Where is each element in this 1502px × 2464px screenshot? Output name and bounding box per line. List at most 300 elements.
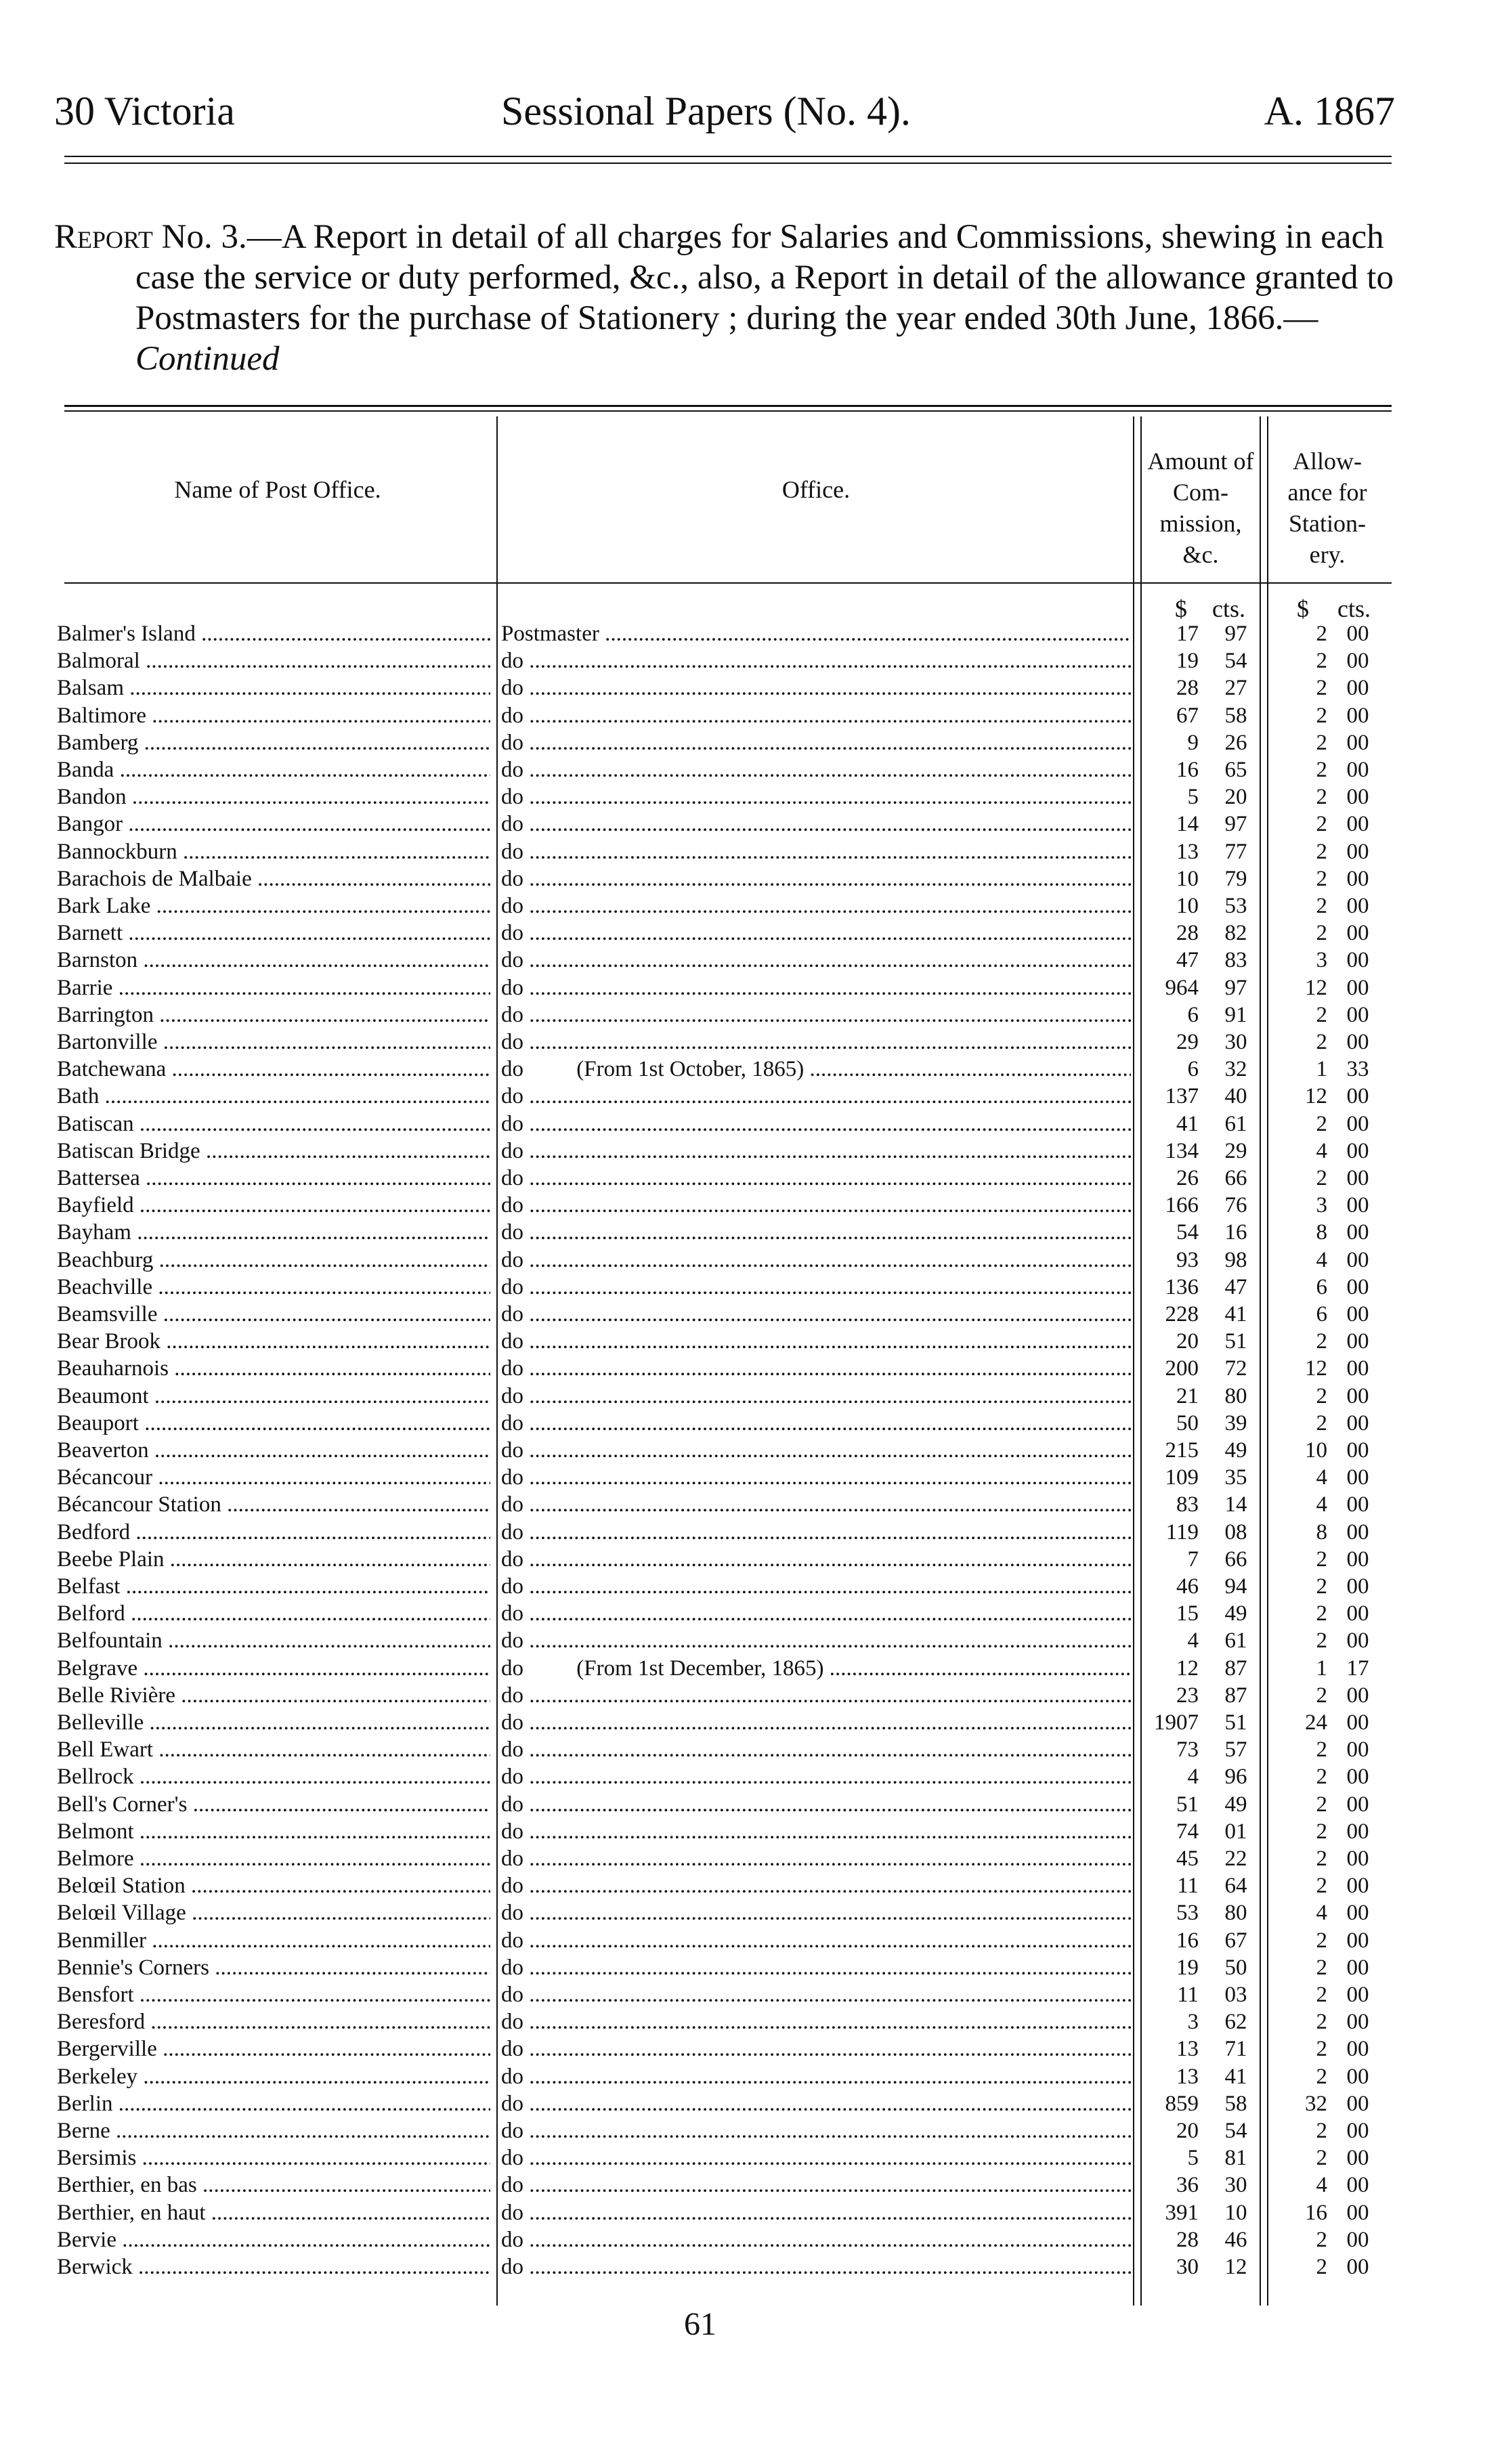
amount-dollars: 20	[1176, 1329, 1199, 1354]
post-office-name: Batiscan Bridge .....	[57, 1139, 490, 1164]
allowance-cents: 00	[1346, 1683, 1369, 1708]
office-title: do	[501, 1166, 523, 1190]
allowance-cents: 00	[1346, 1901, 1369, 1926]
table-row	[0, 1302, 1502, 1329]
post-office-name: Bath .....	[57, 1084, 490, 1109]
office-title: do	[501, 2146, 523, 2171]
office-cell	[501, 758, 1131, 783]
office-cell	[501, 2173, 1131, 2198]
post-office-name: Berthier, en bas .....	[57, 2173, 490, 2198]
amount-cents: 40	[1224, 1084, 1247, 1109]
amount-cents: 41	[1224, 1302, 1247, 1326]
allowance-cents: 00	[1346, 839, 1369, 864]
allowance-cents: 17	[1346, 1656, 1369, 1681]
allowance-cents: 00	[1346, 758, 1369, 782]
table-row	[0, 758, 1502, 785]
allowance-dollars: 2	[1316, 758, 1327, 782]
allowance-cents: 00	[1346, 1574, 1369, 1599]
amount-cents: 22	[1224, 1846, 1247, 1871]
amount-cents: 14	[1224, 1492, 1247, 1517]
table-row	[0, 1003, 1502, 1030]
amount-cents: 96	[1224, 1765, 1247, 1790]
amount-dollars: 166	[1165, 1193, 1199, 1218]
office-cell	[501, 1928, 1131, 1953]
post-office-name: Banda .....	[57, 758, 490, 783]
amount-cents: 81	[1224, 2146, 1247, 2171]
office-title: do	[501, 1492, 523, 1517]
office-cell	[501, 1139, 1131, 1164]
table-row	[0, 894, 1502, 921]
office-cell	[501, 1275, 1131, 1300]
page-number: 61	[684, 2306, 716, 2342]
office-title: do	[501, 2255, 523, 2279]
office-title: do	[501, 758, 523, 782]
post-office-name: Bensfort .....	[57, 1983, 490, 2008]
amount-cents: 49	[1224, 1792, 1247, 1817]
amount-dollars: 28	[1176, 921, 1199, 946]
allowance-dollars: 2	[1316, 1683, 1327, 1708]
amount-dollars: 391	[1165, 2200, 1199, 2225]
post-office-name: Bangor .....	[57, 812, 490, 837]
table-row	[0, 1983, 1502, 2010]
office-title: do	[501, 894, 523, 918]
allowance-cents: 00	[1346, 676, 1369, 701]
post-office-name: Bark Lake .....	[57, 894, 490, 919]
amount-dollars: 136	[1165, 1274, 1199, 1299]
allowance-cents: 00	[1346, 1928, 1369, 1953]
report-title	[54, 217, 1395, 379]
allowance-dollars: 2	[1316, 1874, 1327, 1899]
office-cell	[501, 1384, 1131, 1409]
office-title: do	[501, 1519, 523, 1544]
table-row	[0, 976, 1502, 1003]
post-office-name: Barrie .....	[57, 976, 490, 1001]
amount-dollars: 200	[1165, 1356, 1199, 1381]
post-office-name: Barrington .....	[57, 1003, 490, 1028]
allowance-cents: 00	[1346, 1302, 1369, 1326]
amount-cents: 51	[1224, 1710, 1247, 1735]
office-cell	[501, 1520, 1131, 1545]
allowance-dollars: 2	[1316, 1983, 1327, 2007]
amount-dollars: 74	[1176, 1819, 1199, 1844]
office-cell	[501, 649, 1131, 674]
post-office-name: Bervie .....	[57, 2228, 490, 2253]
office-note: (From 1st October, 1865)	[576, 1057, 804, 1082]
office-title: do	[501, 2227, 523, 2252]
column-header-amount: Amount of Com- mission, &c.	[1147, 448, 1254, 568]
allowance-cents: 33	[1346, 1057, 1369, 1082]
amount-cents: 30	[1224, 1030, 1247, 1054]
post-office-name: Belmont .....	[57, 1819, 490, 1844]
table-row	[0, 1547, 1502, 1574]
amount-cents: 29	[1224, 1138, 1247, 1163]
office-title: do	[501, 703, 523, 728]
amount-dollars: 47	[1176, 948, 1199, 973]
office-title: do	[501, 1547, 523, 1572]
post-office-name: Battersea .....	[57, 1166, 490, 1191]
amount-cents: 62	[1224, 2010, 1247, 2035]
amount-cents: 80	[1224, 1901, 1247, 1926]
allowance-dollars: 1	[1316, 1656, 1327, 1681]
report-text: No. 3.—A Report in detail of all charges for Salaries and Commissions, shewing in each case the service or duty performed, &c., also, a Report in detail of the allowance granted to Postmasters for the purchase of Stationery ; during the year ended 30th June, 1866.—	[135, 218, 1394, 337]
table-row	[0, 1846, 1502, 1874]
amount-dollars: 11	[1177, 1874, 1199, 1899]
allowance-dollars: 8	[1316, 1519, 1327, 1544]
office-title: do	[501, 785, 523, 810]
office-title: do	[501, 1819, 523, 1844]
amount-dollars: 51	[1176, 1792, 1199, 1817]
post-office-name: Beachburg .....	[57, 1248, 490, 1273]
table-row	[0, 1574, 1502, 1601]
office-title: do	[501, 1465, 523, 1490]
office-title: do	[501, 2091, 523, 2116]
office-cell	[501, 1683, 1131, 1708]
amount-dollars: 14	[1176, 812, 1199, 837]
amount-cents: 46	[1224, 2227, 1247, 2252]
office-title: do	[501, 1656, 523, 1681]
amount-dollars: 54	[1176, 1220, 1199, 1245]
office-cell	[501, 2255, 1131, 2280]
allowance-cents: 00	[1346, 1274, 1369, 1299]
amount-cents: 97	[1224, 812, 1247, 837]
amount-dollars: 109	[1165, 1465, 1199, 1490]
post-office-name: Belœil Village .....	[57, 1901, 490, 1926]
amount-dollars: 30	[1176, 2255, 1199, 2279]
unit-cents: cts.	[1212, 595, 1245, 622]
allowance-cents: 00	[1346, 1465, 1369, 1490]
office-cell	[501, 1112, 1131, 1137]
allowance-cents: 00	[1346, 2037, 1369, 2062]
allowance-dollars: 2	[1316, 2064, 1327, 2089]
post-office-name: Bécancour .....	[57, 1465, 490, 1490]
allowance-cents: 00	[1346, 1846, 1369, 1871]
office-cell	[501, 1302, 1131, 1327]
office-cell	[501, 1492, 1131, 1517]
office-title: do	[501, 1057, 523, 1082]
office-cell	[501, 1003, 1131, 1028]
allowance-cents: 00	[1346, 1247, 1369, 1272]
amount-dollars: 45	[1176, 1846, 1199, 1871]
table-row	[0, 1710, 1502, 1737]
amount-dollars: 11	[1177, 1983, 1199, 2007]
table-row	[0, 2010, 1502, 2037]
office-cell	[501, 1084, 1131, 1109]
column-header-name: Name of Post Office.	[174, 476, 381, 503]
post-office-name: Beebe Plain .....	[57, 1547, 490, 1572]
table-row	[0, 622, 1502, 649]
allowance-dollars: 32	[1305, 2091, 1327, 2116]
amount-cents: 57	[1224, 1737, 1247, 1763]
allowance-cents: 00	[1346, 703, 1369, 728]
allowance-dollars: 4	[1316, 1465, 1327, 1490]
allowance-cents: 00	[1346, 1983, 1369, 2007]
office-title: do	[501, 866, 523, 891]
office-cell	[501, 1955, 1131, 1981]
post-office-name: Bécancour Station .....	[57, 1492, 490, 1517]
office-cell	[501, 1737, 1131, 1763]
office-title: do	[501, 1901, 523, 1926]
office-title: do	[501, 2037, 523, 2062]
office-cell	[501, 2228, 1131, 2253]
amount-dollars: 6	[1187, 1057, 1199, 1082]
amount-dollars: 3	[1187, 2010, 1199, 2035]
amount-dollars: 10	[1176, 894, 1199, 918]
amount-dollars: 7	[1187, 1547, 1199, 1572]
office-cell	[501, 2201, 1131, 2226]
allowance-dollars: 2	[1316, 1030, 1327, 1054]
office-cell	[501, 1710, 1131, 1735]
office-title: do	[501, 812, 523, 837]
table-row	[0, 2092, 1502, 2119]
office-cell	[501, 1901, 1131, 1926]
allowance-cents: 00	[1346, 1710, 1369, 1735]
allowance-cents: 00	[1346, 1166, 1369, 1190]
post-office-name: Belford .....	[57, 1601, 490, 1626]
post-office-name: Beachville .....	[57, 1275, 490, 1300]
post-office-name: Bayham .....	[57, 1220, 490, 1245]
allowance-dollars: 4	[1316, 2173, 1327, 2198]
post-office-name: Bartonville .....	[57, 1030, 490, 1055]
allowance-cents: 00	[1346, 1383, 1369, 1408]
amount-cents: 58	[1224, 2091, 1247, 2116]
post-office-name: Belle Rivière .....	[57, 1683, 490, 1708]
table-row	[0, 1874, 1502, 1901]
post-office-name: Bedford .....	[57, 1520, 490, 1545]
allowance-cents: 00	[1346, 622, 1369, 646]
allowance-cents: 00	[1346, 649, 1369, 674]
amount-dollars: 73	[1176, 1737, 1199, 1763]
amount-cents: 10	[1224, 2200, 1247, 2225]
amount-dollars: 83	[1176, 1492, 1199, 1517]
office-cell	[501, 2065, 1131, 2090]
post-office-name: Balsam .....	[57, 676, 490, 701]
office-cell	[501, 894, 1131, 919]
allowance-cents: 00	[1346, 2200, 1369, 2225]
allowance-dollars: 1	[1316, 1057, 1327, 1082]
allowance-cents: 00	[1346, 1765, 1369, 1790]
post-office-name: Belmore .....	[57, 1846, 490, 1872]
amount-cents: 49	[1224, 1438, 1247, 1463]
table-row	[0, 1166, 1502, 1193]
table-row	[0, 2201, 1502, 2228]
office-title: do	[501, 1955, 523, 1980]
allowance-cents: 00	[1346, 948, 1369, 973]
allowance-cents: 00	[1346, 785, 1369, 810]
table-rule-top2	[64, 410, 1392, 412]
office-cell	[501, 2146, 1131, 2171]
allowance-dollars: 10	[1305, 1438, 1327, 1463]
amount-dollars: 26	[1176, 1166, 1199, 1190]
table-row	[0, 1901, 1502, 1928]
amount-cents: 67	[1224, 1928, 1247, 1953]
amount-cents: 35	[1224, 1465, 1247, 1490]
table-row	[0, 1057, 1502, 1084]
allowance-dollars: 16	[1305, 2200, 1327, 2225]
office-title: do	[501, 1710, 523, 1735]
table-row	[0, 1656, 1502, 1683]
amount-dollars: 134	[1165, 1138, 1199, 1163]
table-row	[0, 1193, 1502, 1220]
allowance-dollars: 2	[1316, 812, 1327, 837]
allowance-cents: 00	[1346, 1601, 1369, 1626]
amount-dollars: 93	[1176, 1247, 1199, 1272]
post-office-name: Bamberg .....	[57, 731, 490, 756]
allowance-cents: 00	[1346, 730, 1369, 755]
amount-dollars: 28	[1176, 676, 1199, 701]
table-row	[0, 2146, 1502, 2173]
office-title: do	[501, 730, 523, 755]
office-cell	[501, 1329, 1131, 1354]
post-office-name: Batchewana .....	[57, 1057, 490, 1082]
post-office-name: Beauharnois .....	[57, 1356, 490, 1381]
allowance-dollars: 4	[1316, 1901, 1327, 1926]
amount-cents: 82	[1224, 921, 1247, 946]
allowance-dollars: 2	[1316, 1846, 1327, 1871]
table-row	[0, 1955, 1502, 1983]
amount-dollars: 23	[1176, 1683, 1199, 1708]
amount-cents: 20	[1224, 785, 1247, 810]
amount-dollars: 6	[1187, 1002, 1199, 1027]
amount-cents: 64	[1224, 1874, 1247, 1899]
office-cell	[501, 1574, 1131, 1599]
amount-cents: 50	[1224, 1955, 1247, 1980]
allowance-dollars: 24	[1305, 1710, 1327, 1735]
office-title: do	[501, 676, 523, 701]
office-cell	[501, 622, 1131, 647]
allowance-dollars: 4	[1316, 1138, 1327, 1163]
office-cell	[501, 2010, 1131, 2035]
amount-cents: 27	[1224, 676, 1247, 701]
page-header	[54, 88, 1395, 142]
amount-cents: 16	[1224, 1220, 1247, 1245]
amount-cents: 79	[1224, 866, 1247, 891]
allowance-dollars: 2	[1316, 2255, 1327, 2279]
office-title: do	[501, 2119, 523, 2143]
allowance-dollars: 2	[1316, 2119, 1327, 2143]
post-office-name: Belœil Station .....	[57, 1874, 490, 1899]
allowance-dollars: 2	[1316, 921, 1327, 946]
office-title: do	[501, 1247, 523, 1272]
post-office-name: Bell's Corner's .....	[57, 1792, 490, 1817]
table-row	[0, 676, 1502, 703]
amount-dollars: 50	[1176, 1410, 1199, 1435]
office-title: do	[501, 1792, 523, 1817]
office-cell	[501, 976, 1131, 1001]
allowance-dollars: 2	[1316, 2010, 1327, 2035]
allowance-dollars: 2	[1316, 622, 1327, 646]
post-office-name: Bayfield .....	[57, 1193, 490, 1218]
allowance-cents: 00	[1346, 894, 1369, 918]
amount-cents: 49	[1224, 1601, 1247, 1626]
amount-cents: 71	[1224, 2037, 1247, 2062]
post-office-name: Bennie's Corners .....	[57, 1955, 490, 1981]
amount-dollars: 12	[1176, 1656, 1199, 1681]
amount-dollars: 119	[1165, 1519, 1199, 1544]
table-row	[0, 731, 1502, 758]
amount-dollars: 4	[1187, 1628, 1199, 1654]
allowance-cents: 00	[1346, 1492, 1369, 1517]
post-office-name: Bersimis .....	[57, 2146, 490, 2171]
table-row	[0, 1112, 1502, 1139]
table-row	[0, 1492, 1502, 1519]
post-office-name: Bannockburn .....	[57, 840, 490, 865]
amount-dollars: 13	[1176, 839, 1199, 864]
allowance-cents: 00	[1346, 1138, 1369, 1163]
allowance-dollars: 2	[1316, 2037, 1327, 2062]
allowance-dollars: 2	[1316, 839, 1327, 864]
amount-cents: 61	[1224, 1111, 1247, 1136]
amount-cents: 66	[1224, 1547, 1247, 1572]
amount-cents: 03	[1224, 1983, 1247, 2007]
amount-dollars: 15	[1176, 1601, 1199, 1626]
post-office-name: Bell Ewart .....	[57, 1737, 490, 1763]
post-office-name: Belfountain .....	[57, 1628, 490, 1654]
allowance-dollars: 2	[1316, 703, 1327, 728]
post-office-name: Bellrock .....	[57, 1765, 490, 1790]
office-cell	[501, 1819, 1131, 1844]
amount-cents: 77	[1224, 839, 1247, 864]
office-cell	[501, 2119, 1131, 2144]
post-office-name: Berne .....	[57, 2119, 490, 2144]
allowance-cents: 00	[1346, 1438, 1369, 1463]
table-row	[0, 1275, 1502, 1302]
post-office-name: Bergerville .....	[57, 2037, 490, 2062]
office-title: do	[501, 1220, 523, 1245]
table-row	[0, 1683, 1502, 1710]
amount-dollars: 1907	[1154, 1710, 1199, 1735]
office-title: do	[501, 1765, 523, 1790]
header-right: A. 1867	[1264, 89, 1395, 133]
amount-cents: 83	[1224, 948, 1247, 973]
post-office-name: Batiscan .....	[57, 1112, 490, 1137]
office-cell	[501, 704, 1131, 729]
report-continued: Continued	[135, 340, 280, 378]
allowance-cents: 00	[1346, 1193, 1369, 1218]
unit-cents-2: cts.	[1337, 595, 1371, 622]
office-title: Postmaster	[501, 622, 599, 646]
allowance-cents: 00	[1346, 1519, 1369, 1544]
office-cell	[501, 921, 1131, 946]
allowance-cents: 00	[1346, 2255, 1369, 2279]
office-cell	[501, 1983, 1131, 2008]
office-cell	[501, 1030, 1131, 1055]
table-row	[0, 1601, 1502, 1628]
amount-cents: 94	[1224, 1574, 1247, 1599]
table-row	[0, 1030, 1502, 1057]
amount-dollars: 53	[1176, 1901, 1199, 1926]
allowance-dollars: 4	[1316, 1247, 1327, 1272]
allowance-dollars: 2	[1316, 1819, 1327, 1844]
table-row	[0, 2065, 1502, 2092]
amount-dollars: 17	[1176, 622, 1199, 646]
amount-cents: 65	[1224, 758, 1247, 782]
amount-cents: 97	[1224, 622, 1247, 646]
allowance-dollars: 2	[1316, 1166, 1327, 1190]
amount-dollars: 5	[1187, 2146, 1199, 2171]
office-cell	[501, 1846, 1131, 1872]
amount-cents: 08	[1224, 1519, 1247, 1544]
post-office-name: Barachois de Malbaie .....	[57, 867, 490, 892]
post-office-name: Baltimore .....	[57, 704, 490, 729]
amount-cents: 47	[1224, 1274, 1247, 1299]
allowance-cents: 00	[1346, 1819, 1369, 1844]
office-title: do	[501, 2064, 523, 2089]
office-cell	[501, 1356, 1131, 1381]
allowance-dollars: 3	[1316, 948, 1327, 973]
table-row	[0, 948, 1502, 975]
table-row	[0, 921, 1502, 948]
allowance-cents: 00	[1346, 1547, 1369, 1572]
